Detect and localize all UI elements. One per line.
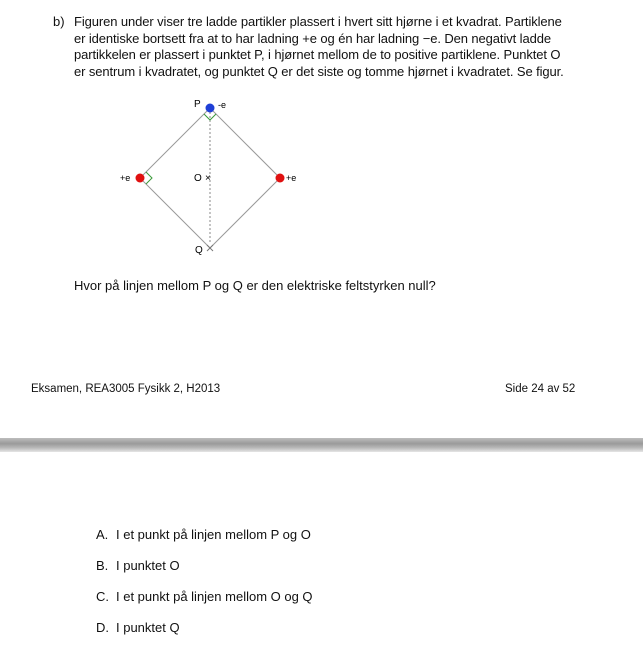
task-letter: b) <box>53 14 65 29</box>
label-o: O <box>194 173 202 184</box>
footer-exam-info: Eksamen, REA3005 Fysikk 2, H2013 <box>31 383 221 395</box>
task-line: er sentrum i kvadratet, og punktet Q er det siste og tomme hjørnet i kvadratet. Se figur. <box>74 63 564 79</box>
square-side-q-left <box>140 178 210 248</box>
label-q: Q <box>195 245 203 256</box>
answer-options <box>96 527 313 651</box>
task-line: Figuren under viser tre ladde partikler plassert i hvert sitt hjørne i et kvadrat. Partiklene <box>74 14 562 29</box>
option-letter: B. <box>96 558 109 573</box>
answer-option-d <box>96 620 313 651</box>
positive-charge-right <box>276 174 285 183</box>
option-letter: C. <box>96 589 109 604</box>
negative-charge-p <box>206 104 215 113</box>
option-text: I punktet Q <box>116 620 180 635</box>
answer-option-a <box>96 527 313 558</box>
label-right-charge: +e <box>286 173 297 183</box>
square-side-right-q <box>210 178 280 248</box>
label-left-charge: +e <box>120 173 131 183</box>
square-charges-figure <box>110 94 310 258</box>
exam-page-bottom <box>0 452 643 646</box>
label-o-mark: × <box>205 173 211 184</box>
option-text: I et punkt på linjen mellom P og O <box>116 527 311 542</box>
option-text: I et punkt på linjen mellom O og Q <box>116 589 313 604</box>
option-letter: A. <box>96 527 109 542</box>
page-separator <box>0 438 643 452</box>
positive-charge-left <box>136 174 145 183</box>
option-letter: D. <box>96 620 109 635</box>
question-text: Hvor på linjen mellom P og Q er den elektriske feltstyrken null? <box>74 278 436 293</box>
answer-option-c <box>96 589 313 620</box>
task-text <box>74 14 614 80</box>
task-line: partikkelen er plassert i punktet P, i hjørnet mellom de to positive partiklene. Punktet O <box>74 47 561 62</box>
square-side-p-right <box>210 108 280 178</box>
square-side-left-p <box>140 108 210 178</box>
label-p: P <box>194 99 201 110</box>
right-angle-marker-left <box>146 172 152 184</box>
task-line: er identiske bortsett fra at to har ladning +e og én har ladning −e. Den negativt ladde <box>74 30 551 46</box>
footer-page-number: Side 24 av 52 <box>505 383 576 395</box>
answer-option-b <box>96 558 313 589</box>
option-text: I punktet O <box>116 558 180 573</box>
label-p-charge: -e <box>218 100 227 110</box>
